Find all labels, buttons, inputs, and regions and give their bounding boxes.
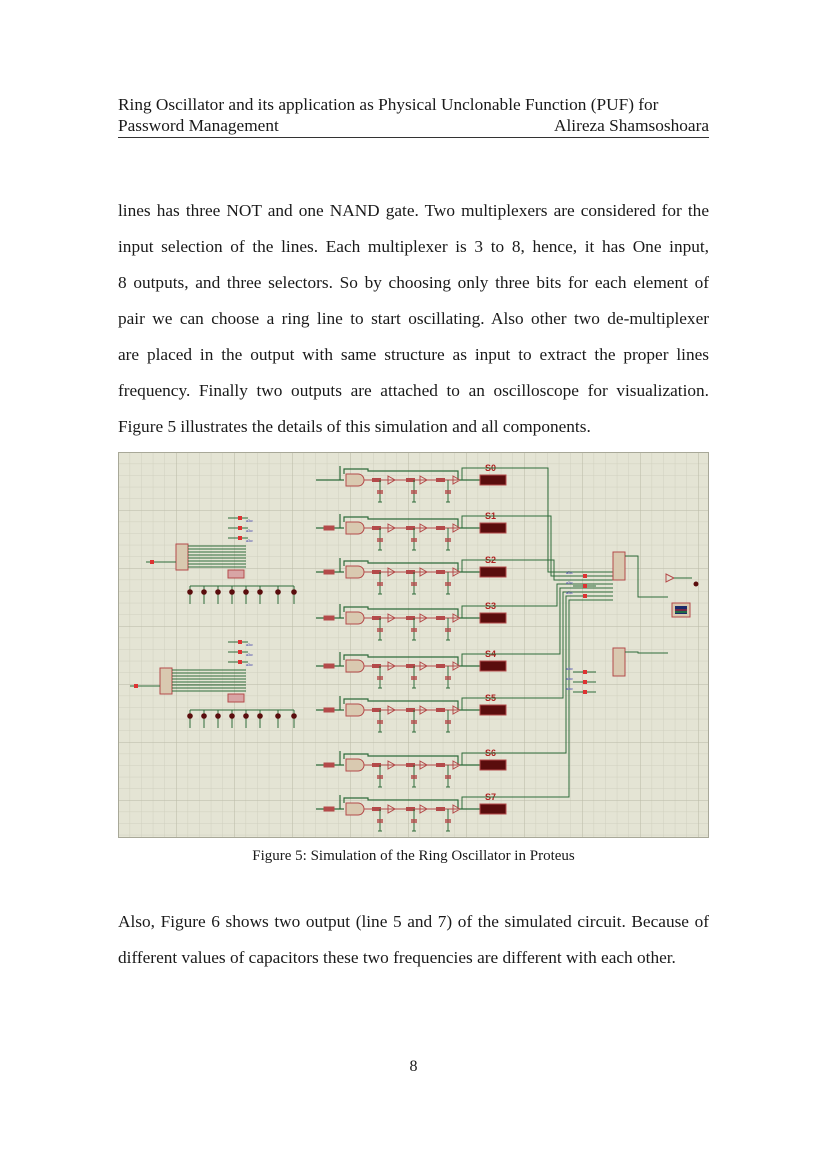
switch-icon xyxy=(238,640,242,644)
led-icon xyxy=(201,589,207,595)
resistor-icon xyxy=(324,526,334,530)
header-rule xyxy=(118,137,709,138)
page-number: 8 xyxy=(409,1058,418,1075)
header-title-line1: Ring Oscillator and its application as Physical Unclonable Function (PUF) for xyxy=(118,95,659,114)
text-line: Figure 5 illustrates the details of this simulation and all components. xyxy=(118,417,591,436)
resistor-icon xyxy=(436,664,445,668)
frequency-counter-display xyxy=(480,760,506,770)
oscilloscope xyxy=(672,603,690,617)
resistor-icon xyxy=(436,478,445,482)
text-line: different values of capacitors these two frequencies are different with each other. xyxy=(118,948,676,967)
resistor-icon xyxy=(324,616,334,620)
probe-label: abc xyxy=(566,686,574,691)
probe-point-icon xyxy=(694,582,699,587)
switch-icon xyxy=(150,560,154,564)
resistor-icon xyxy=(324,763,334,767)
led-icon xyxy=(257,713,263,719)
demultiplexer-chip xyxy=(613,552,625,580)
multiplexer-chip xyxy=(160,668,172,694)
probe-label: abc xyxy=(566,590,574,595)
paragraph-bottom xyxy=(118,904,709,976)
line-label: S2 xyxy=(485,555,497,565)
frequency-counter-display xyxy=(480,661,506,671)
led-icon xyxy=(275,713,281,719)
paragraph-top xyxy=(118,193,709,445)
probe-label: abc xyxy=(566,666,574,671)
multiplexer-chip xyxy=(176,544,188,570)
resistor-icon xyxy=(436,763,445,767)
line-label: S5 xyxy=(485,693,497,703)
switch-icon xyxy=(583,584,587,588)
frequency-counter-display xyxy=(480,804,506,814)
switch-icon xyxy=(238,516,242,520)
line-label: S4 xyxy=(485,649,497,659)
probe-label: abc xyxy=(246,662,254,667)
led-icon xyxy=(229,589,235,595)
nand-gate-icon xyxy=(346,660,364,672)
led-icon xyxy=(275,589,281,595)
schematic-canvas xyxy=(118,452,709,838)
frequency-counter-display xyxy=(480,705,506,715)
switch-icon xyxy=(583,690,587,694)
switch-icon xyxy=(238,660,242,664)
figure-circuit-schematic xyxy=(118,452,709,838)
probe-label: abc xyxy=(246,538,254,543)
text-line: input selection of the lines. Each multiplexer is 3 to 8, hence, it has One input, xyxy=(118,237,709,256)
switch-icon xyxy=(238,526,242,530)
running-header xyxy=(118,94,709,136)
line-label: S1 xyxy=(485,511,497,521)
probe-label: abc xyxy=(246,642,254,647)
nand-gate-icon xyxy=(346,803,364,815)
switch-icon xyxy=(583,670,587,674)
led-bar-chip xyxy=(228,694,244,702)
led-icon xyxy=(291,713,297,719)
resistor-icon xyxy=(436,708,445,712)
line-label: S3 xyxy=(485,601,497,611)
resistor-icon xyxy=(324,708,334,712)
resistor-icon xyxy=(324,664,334,668)
probe-label: abc xyxy=(246,652,254,657)
led-icon xyxy=(215,713,221,719)
text-line: are placed in the output with same structure as input to extract the proper lines xyxy=(118,345,709,364)
led-bar-chip xyxy=(228,570,244,578)
frequency-counter-display xyxy=(480,523,506,533)
led-icon xyxy=(291,589,297,595)
probe-label: abc xyxy=(246,518,254,523)
probe-label: abc xyxy=(566,676,574,681)
led-icon xyxy=(201,713,207,719)
switch-icon xyxy=(583,594,587,598)
probe-label: abc xyxy=(246,528,254,533)
switch-icon xyxy=(238,650,242,654)
text-line: 8 outputs, and three selectors. So by choosing only three bits for each element of xyxy=(118,273,709,292)
line-label: S6 xyxy=(485,748,497,758)
switch-icon xyxy=(583,680,587,684)
led-icon xyxy=(187,713,193,719)
line-label: S0 xyxy=(485,463,497,473)
switch-icon xyxy=(134,684,138,688)
led-icon xyxy=(229,713,235,719)
text-line: pair we can choose a ring line to start oscillating. Also other two de-multiplexer xyxy=(118,309,709,328)
text-line: Also, Figure 6 shows two output (line 5 and 7) of the simulated circuit. Because of xyxy=(118,912,709,931)
nand-gate-icon xyxy=(346,474,364,486)
probe-label: abc xyxy=(566,580,574,585)
led-icon xyxy=(243,589,249,595)
led-icon xyxy=(187,589,193,595)
line-label: S7 xyxy=(485,792,497,802)
text-line: lines has three NOT and one NAND gate. Two multiplexers are considered for the xyxy=(118,201,709,220)
resistor-icon xyxy=(324,807,334,811)
nand-gate-icon xyxy=(346,566,364,578)
text-line: frequency. Finally two outputs are attached to an oscilloscope for visualization. xyxy=(118,381,709,400)
switch-icon xyxy=(238,536,242,540)
resistor-icon xyxy=(436,616,445,620)
resistor-icon xyxy=(436,570,445,574)
resistor-icon xyxy=(436,807,445,811)
nand-gate-icon xyxy=(346,522,364,534)
led-icon xyxy=(257,589,263,595)
nand-gate-icon xyxy=(346,759,364,771)
led-icon xyxy=(215,589,221,595)
figure-caption: Figure 5: Simulation of the Ring Oscillator in Proteus xyxy=(252,848,575,864)
resistor-icon xyxy=(436,526,445,530)
frequency-counter-display xyxy=(480,475,506,485)
resistor-icon xyxy=(324,570,334,574)
nand-gate-icon xyxy=(346,704,364,716)
demultiplexer-chip xyxy=(613,648,625,676)
frequency-counter-display xyxy=(480,567,506,577)
probe-label: abc xyxy=(566,570,574,575)
header-title-line2: Password Management xyxy=(118,116,279,135)
nand-gate-icon xyxy=(346,612,364,624)
switch-icon xyxy=(583,574,587,578)
header-author: Alireza Shamsoshoara xyxy=(554,116,709,135)
led-icon xyxy=(243,713,249,719)
frequency-counter-display xyxy=(480,613,506,623)
